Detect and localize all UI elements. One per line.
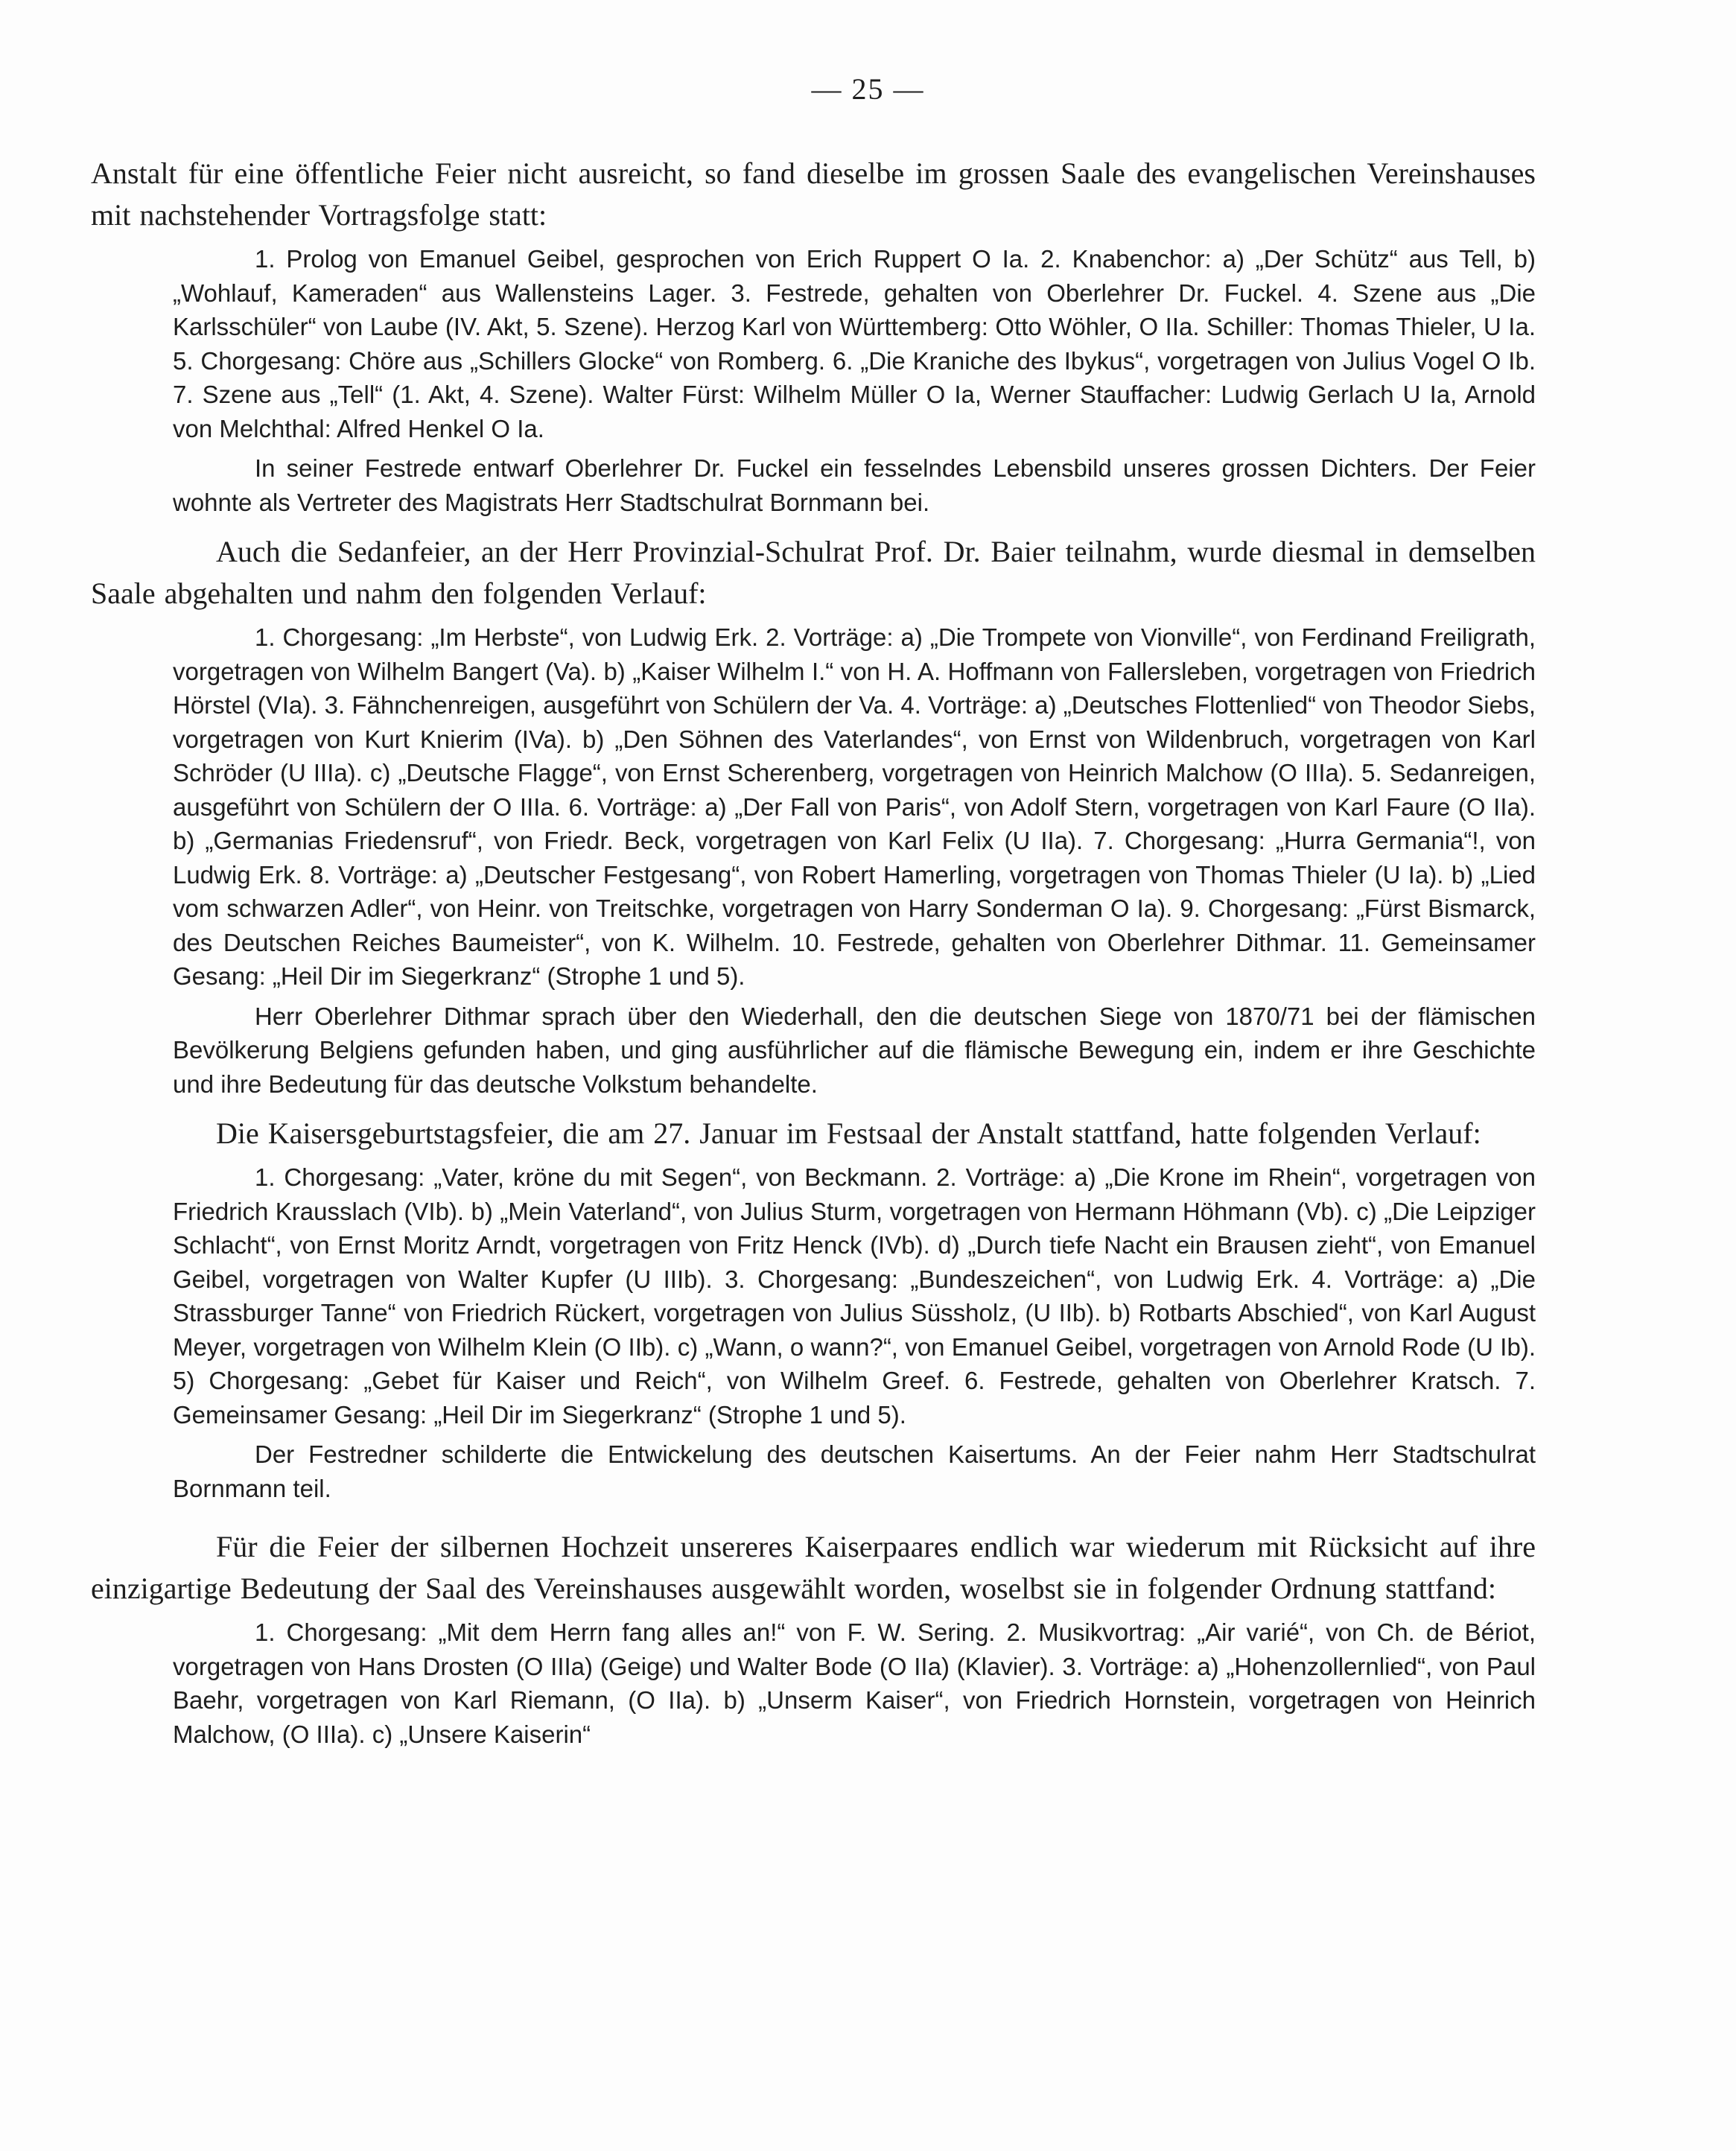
section-1-note: In seiner Festrede entwarf Oberlehrer Dr. Fuckel ein fesselndes Lebensbild unseres grossen Dichters. Der Feier wohnte als Vertreter des Magistrats Herr Stadtschulrat Bornmann bei. xyxy=(173,454,1536,516)
section-1-program: 1. Prolog von Emanuel Geibel, gesprochen von Erich Ruppert O Ia. 2. Knabenchor: a) „Der Schütz“ aus Tell, b) „Wohlauf, Kameraden“ aus Wallensteins Lager. 3. Festrede, gehalten von Oberlehrer Dr. Fuckel. 4. Szene aus „Die Karlsschüler“ von Laube (IV. Akt, 5. Szene). Herzog Karl von Württemberg: Otto Wöhler, O IIa. Schiller: Thomas Thieler, U Ia. 5. Chorgesang: Chöre aus „Schillers Glocke“ von Romberg. 6. „Die Kraniche des Ibykus“, vorgetragen von Julius Vogel O Ib. 7. Szene aus „Tell“ (1. Akt, 4. Szene). Walter Fürst: Wilhelm Müller O Ia, Werner Stauffacher: Ludwig Gerlach U Ia, Arnold von Melchthal: Alfred Henkel O Ia. xyxy=(173,245,1536,442)
section-4-program: 1. Chorgesang: „Mit dem Herrn fang alles an!“ von F. W. Sering. 2. Musikvortrag: „Air varié“, von Ch. de Bériot, vorgetragen von Hans Drosten (O IIIa) (Geige) und Walter Bode (O IIa) (Klavier). 3. Vorträge: a) „Hohenzollernlied“, von Paul Baehr, vorgetragen von Karl Riemann, (O IIa). b) „Unserm Kaiser“, von Friedrich Hornstein, vorgetragen von Heinrich Malchow, (O IIIa). c) „Unsere Kaiserin“ xyxy=(173,1618,1536,1748)
section-3-intro: Die Kaisersgeburtstagsfeier, die am 27. Januar im Festsaal der Anstalt stattfand, hatte folgenden Verlauf: xyxy=(216,1116,1481,1150)
section-3-note: Der Festredner schilderte die Entwickelung des deutschen Kaisertums. An der Feier nahm Herr Stadtschulrat Bornmann teil. xyxy=(173,1440,1536,1502)
section-2-note: Herr Oberlehrer Dithmar sprach über den Wiederhall, den die deutschen Siege von 1870/71 bei der flämischen Bevölkerung Belgiens gefunden haben, und ging ausführlicher auf die flämische Bewegung ein, indem er ihre Geschichte und ihre Bedeutung für das deutsche Volkstum behandelte. xyxy=(173,1002,1536,1098)
page-body xyxy=(91,153,1536,1751)
section-4-intro: Für die Feier der silbernen Hochzeit unsereres Kaiserpaares endlich war wiederum mit Rücksicht auf ihre einzigartige Bedeutung der Saal des Vereinshauses ausgewählt worden, woselbst sie in folgender Ordnung stattfand: xyxy=(91,1530,1536,1605)
section-1-intro: Anstalt für eine öffentliche Feier nicht ausreicht, so fand dieselbe im grossen Saale des evangelischen Vereinshauses mit nachstehender Vortragsfolge statt: xyxy=(91,156,1536,232)
page-number: — 25 — xyxy=(811,72,925,106)
section-3-program: 1. Chorgesang: „Vater, kröne du mit Segen“, von Beckmann. 2. Vorträge: a) „Die Krone im Rhein“, vorgetragen von Friedrich Krausslach (VIb). b) „Mein Vaterland“, von Julius Sturm, vorgetragen von Hermann Höhmann (Vb). c) „Die Leipziger Schlacht“, von Ernst Moritz Arndt, vorgetragen von Fritz Henck (IVb). d) „Durch tiefe Nacht ein Brausen zieht“, von Emanuel Geibel, vorgetragen von Walter Kupfer (U IIIb). 3. Chorgesang: „Bundeszeichen“, von Ludwig Erk. 4. Vorträge: a) „Die Strassburger Tanne“ von Friedrich Rückert, vorgetragen von Julius Süssholz, (U IIb). b) Rotbarts Abschied“, von Karl August Meyer, vorgetragen von Wilhelm Klein (O IIb). c) „Wann, o wann?“, von Emanuel Geibel, vorgetragen von Arnold Rode (U Ib). 5) Chorgesang: „Gebet für Kaiser und Reich“, von Wilhelm Greef. 6. Festrede, gehalten von Oberlehrer Kratsch. 7. Gemeinsamer Gesang: „Heil Dir im Siegerkranz“ (Strophe 1 und 5). xyxy=(173,1163,1536,1429)
section-2-intro: Auch die Sedanfeier, an der Herr Provinzial-Schulrat Prof. Dr. Baier teilnahm, wurde diesmal in demselben Saale abgehalten und nahm den folgenden Verlauf: xyxy=(91,535,1536,610)
section-2-program: 1. Chorgesang: „Im Herbste“, von Ludwig Erk. 2. Vorträge: a) „Die Trompete von Vionville“, von Ferdinand Freiligrath, vorgetragen von Wilhelm Bangert (Va). b) „Kaiser Wilhelm I.“ von H. A. Hoffmann von Fallersleben, vorgetragen von Friedrich Hörstel (VIa). 3. Fähnchenreigen, ausgeführt von Schülern der Va. 4. Vorträge: a) „Deutsches Flottenlied“ von Theodor Siebs, vorgetragen von Kurt Knierim (IVa). b) „Den Söhnen des Vaterlandes“, von Ernst von Wildenbruch, vorgetragen von Karl Schröder (U IIIa). c) „Deutsche Flagge“, von Ernst Scherenberg, vorgetragen von Heinrich Malchow (O IIIa). 5. Sedanreigen, ausgeführt von Schülern der O IIIa. 6. Vorträge: a) „Der Fall von Paris“, von Adolf Stern, vorgetragen von Karl Faure (O IIa). b) „Germanias Friedensruf“, von Friedr. Beck, vorgetragen von Karl Felix (U IIa). 7. Chorgesang: „Hurra Germania“!, von Ludwig Erk. 8. Vorträge: a) „Deutscher Festgesang“, von Robert Hamerling, vorgetragen von Thomas Thieler (U Ia). b) „Lied vom schwarzen Adler“, von Heinr. von Treitschke, vorgetragen von Harry Sonderman O Ia). 9. Chorgesang: „Fürst Bismarck, des Deutschen Reiches Baumeister“, von K. Wilhelm. 10. Festrede, gehalten von Oberlehrer Dithmar. 11. Gemeinsamer Gesang: „Heil Dir im Siegerkranz“ (Strophe 1 und 5). xyxy=(173,623,1536,990)
